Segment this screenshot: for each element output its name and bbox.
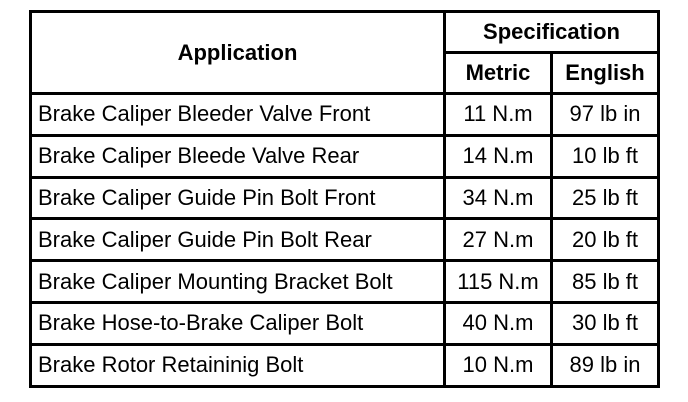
table-row bbox=[31, 135, 659, 177]
english-cell: 25 lb ft bbox=[552, 177, 659, 219]
torque-spec-table bbox=[29, 10, 660, 388]
metric-cell: 115 N.m bbox=[445, 261, 552, 303]
metric-cell: 27 N.m bbox=[445, 219, 552, 261]
header-row-top bbox=[31, 12, 659, 53]
english-cell: 30 lb ft bbox=[552, 302, 659, 344]
table-row bbox=[31, 177, 659, 219]
application-cell: Brake Caliper Bleede Valve Rear bbox=[31, 135, 445, 177]
english-cell: 10 lb ft bbox=[552, 135, 659, 177]
application-cell: Brake Caliper Guide Pin Bolt Front bbox=[31, 177, 445, 219]
english-cell: 20 lb ft bbox=[552, 219, 659, 261]
english-cell: 89 lb in bbox=[552, 344, 659, 386]
header-english: English bbox=[552, 53, 659, 94]
application-cell: Brake Hose-to-Brake Caliper Bolt bbox=[31, 302, 445, 344]
english-cell: 85 lb ft bbox=[552, 261, 659, 303]
metric-cell: 11 N.m bbox=[445, 94, 552, 136]
metric-cell: 34 N.m bbox=[445, 177, 552, 219]
application-cell: Brake Rotor Retaininig Bolt bbox=[31, 344, 445, 386]
table-row bbox=[31, 302, 659, 344]
application-cell: Brake Caliper Guide Pin Bolt Rear bbox=[31, 219, 445, 261]
table-row bbox=[31, 219, 659, 261]
metric-cell: 40 N.m bbox=[445, 302, 552, 344]
table-row bbox=[31, 344, 659, 386]
metric-cell: 10 N.m bbox=[445, 344, 552, 386]
application-cell: Brake Caliper Bleeder Valve Front bbox=[31, 94, 445, 136]
application-cell: Brake Caliper Mounting Bracket Bolt bbox=[31, 261, 445, 303]
table-row bbox=[31, 94, 659, 136]
header-specification: Specification bbox=[445, 12, 659, 53]
english-cell: 97 lb in bbox=[552, 94, 659, 136]
metric-cell: 14 N.m bbox=[445, 135, 552, 177]
table-row bbox=[31, 261, 659, 303]
header-application: Application bbox=[31, 12, 445, 94]
header-metric: Metric bbox=[445, 53, 552, 94]
